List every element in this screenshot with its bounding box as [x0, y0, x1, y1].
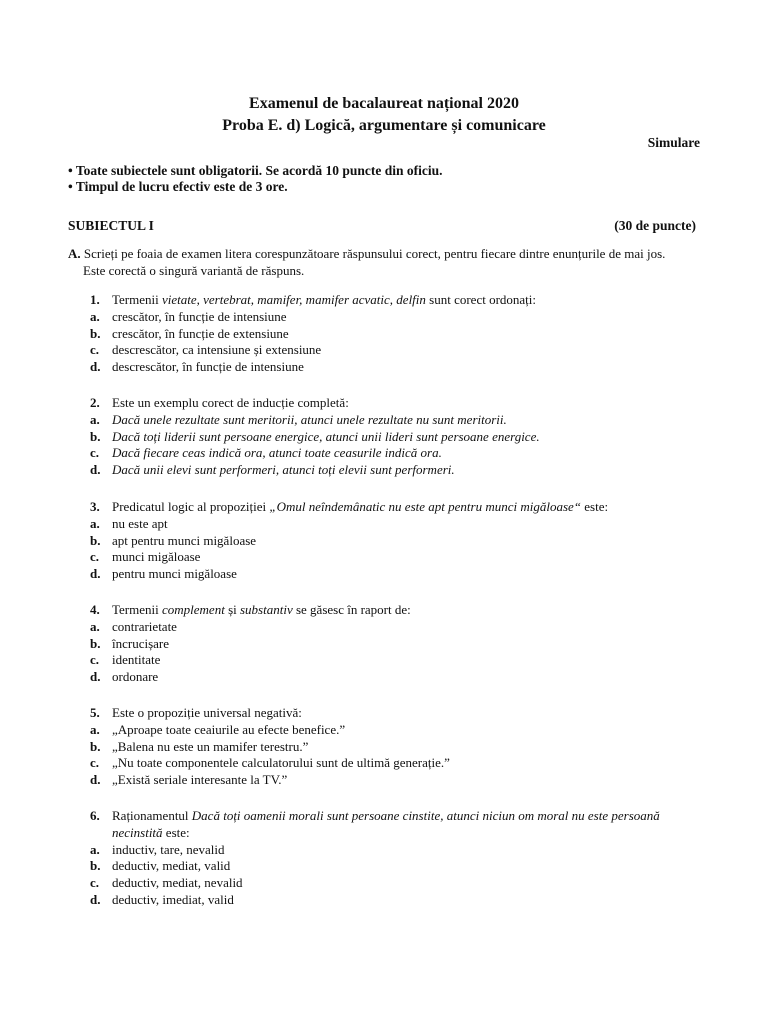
option-text: nu este apt — [112, 515, 168, 531]
option-label: c. — [90, 755, 100, 771]
option-text: identitate — [112, 652, 161, 668]
option-label: a. — [90, 841, 100, 857]
option-text: crescător, în funcție de extensiune — [112, 325, 289, 341]
option-text: „Aproape toate ceaiurile au efecte benefice.” — [112, 721, 346, 737]
question-5 — [90, 705, 710, 789]
option-text: „Nu toate componentele calculatorului sunt de ultimă generație.” — [112, 755, 450, 771]
option-text: deductiv, mediat, valid — [112, 858, 231, 874]
option-text: deductiv, imediat, valid — [112, 891, 234, 907]
option-label: c. — [90, 549, 100, 565]
option-label: d. — [90, 462, 101, 478]
prompt-text: sunt corect ordonați: — [425, 292, 537, 307]
question-4 — [90, 602, 710, 686]
rule-line: • Toate subiectele sunt obligatorii. Se acordă 10 puncte din oficiu. — [68, 163, 443, 178]
question-prompt — [112, 602, 710, 619]
question-number: 4. — [90, 602, 100, 617]
option-label: d. — [90, 772, 101, 788]
question-number: 5. — [90, 705, 100, 720]
option-label: a. — [90, 308, 100, 324]
option-text: apt pentru munci migăloase — [112, 532, 257, 548]
question-number: 2. — [90, 395, 100, 410]
option-text: inductiv, tare, nevalid — [112, 841, 225, 857]
option-text: „Balena nu este un mamifer terestru.” — [112, 738, 309, 754]
option-label: a. — [90, 515, 100, 531]
option-text: Dacă fiecare ceas indică ora, atunci toate ceasurile indică ora. — [112, 445, 442, 461]
prompt-text: Predicatul logic al propoziției — [112, 499, 270, 514]
exam-mode: Simulare — [647, 135, 700, 150]
option-text: Dacă toți liderii sunt persoane energice, atunci unii lideri sunt persoane energice. — [112, 428, 540, 444]
question-prompt: Este o propoziție universal negativă: — [112, 705, 302, 720]
section-points: (30 de puncte) — [614, 218, 696, 233]
intro-line2: Este corectă o singură variantă de răspuns. — [83, 263, 305, 278]
option-text: Dacă unele rezultate sunt meritorii, atunci unele rezultate nu sunt meritorii. — [112, 411, 507, 427]
option-text: „Există seriale interesante la TV.” — [112, 772, 288, 788]
option-label: d. — [90, 669, 101, 685]
section-intro — [68, 245, 704, 279]
exam-subtitle: Proba E. d) Logică, argumentare și comunicare — [222, 117, 546, 134]
option-label: d. — [90, 566, 101, 582]
question-2 — [90, 395, 710, 479]
option-label: c. — [90, 652, 100, 668]
prompt-text: și — [224, 602, 240, 617]
question-prompt — [112, 292, 710, 309]
section-title: SUBIECTUL I — [68, 218, 154, 233]
question-1 — [90, 292, 710, 376]
option-text: ordonare — [112, 669, 159, 685]
option-label: d. — [90, 891, 101, 907]
option-text: pentru munci migăloase — [112, 566, 237, 582]
intro-letter: A. — [68, 246, 81, 261]
question-number: 6. — [90, 808, 100, 823]
option-label: c. — [90, 445, 100, 461]
prompt-italic: „Omul neîndemânatic nu este apt pentru munci migăloase“ — [269, 499, 582, 514]
option-text: încrucișare — [112, 635, 170, 651]
option-label: b. — [90, 738, 101, 754]
option-text: crescător, în funcție de intensiune — [112, 308, 287, 324]
rule-line: • Timpul de lucru efectiv este de 3 ore. — [68, 179, 288, 194]
option-label: b. — [90, 635, 101, 651]
exam-title: Examenul de bacalaureat național 2020 — [249, 95, 519, 112]
question-prompt — [112, 499, 710, 516]
option-label: c. — [90, 875, 100, 891]
option-label: a. — [90, 411, 100, 427]
question-3 — [90, 499, 710, 583]
intro-line1: Scrieți pe foaia de examen litera corespunzătoare răspunsului corect, pentru fiecare dintre enunțurile de mai jos. — [83, 246, 666, 261]
prompt-italic: complement — [162, 602, 225, 617]
option-text: descrescător, în funcție de intensiune — [112, 359, 304, 375]
option-label: a. — [90, 618, 100, 634]
question-number: 1. — [90, 292, 100, 307]
prompt-italic: Dacă toți oamenii morali sunt persoane cinstite, atunci niciun om moral nu este persoană necinstită — [112, 808, 660, 840]
question-number: 3. — [90, 499, 100, 514]
prompt-text: Termenii — [112, 602, 162, 617]
option-text: descrescător, ca intensiune și extensiune — [112, 342, 322, 358]
question-prompt: Este un exemplu corect de inducție completă: — [112, 395, 349, 410]
option-text: Dacă unii elevi sunt performeri, atunci toți elevii sunt performeri. — [112, 462, 455, 478]
prompt-text: se găsesc în raport de: — [292, 602, 411, 617]
option-label: d. — [90, 359, 101, 375]
prompt-italic: substantiv — [239, 602, 293, 617]
option-text: munci migăloase — [112, 549, 201, 565]
prompt-italic: vietate, vertebrat, mamifer, mamifer acvatic, delfin — [162, 292, 426, 307]
option-label: b. — [90, 325, 101, 341]
option-text: contrarietate — [112, 618, 177, 634]
prompt-text: este: — [162, 824, 190, 840]
prompt-text: Raționamentul — [112, 808, 192, 823]
prompt-text: este: — [581, 499, 609, 514]
option-label: b. — [90, 858, 101, 874]
option-text: deductiv, mediat, nevalid — [112, 875, 243, 891]
option-label: b. — [90, 428, 101, 444]
question-6 — [90, 808, 710, 909]
option-label: c. — [90, 342, 100, 358]
prompt-text: Termenii — [112, 292, 162, 307]
option-label: b. — [90, 532, 101, 548]
option-label: a. — [90, 721, 100, 737]
question-prompt — [112, 808, 710, 842]
